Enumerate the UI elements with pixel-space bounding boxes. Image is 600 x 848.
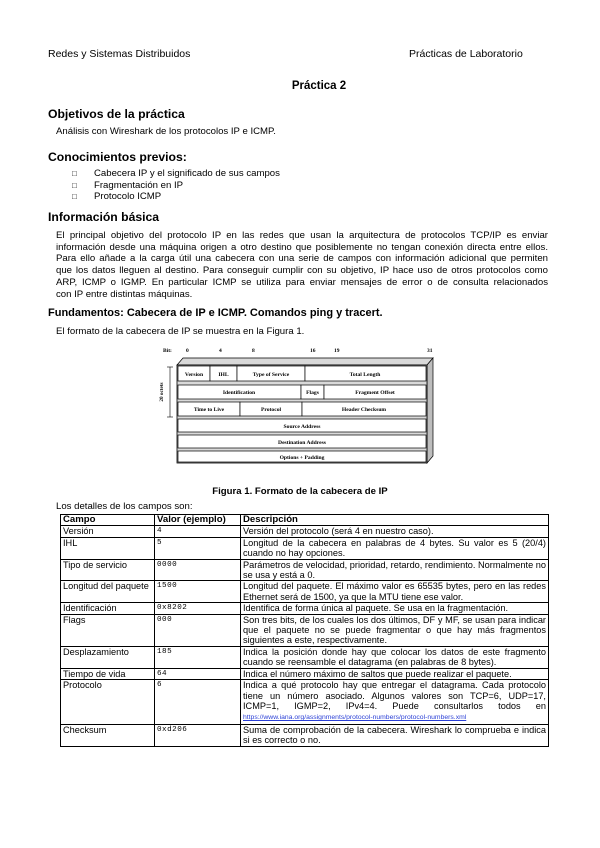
bit-tick-4: 4 (219, 348, 222, 354)
figure-side-face (427, 358, 433, 463)
running-header-left: Redes y Sistemas Distribuidos (48, 48, 191, 60)
field-header-checksum: Header Checksum (341, 407, 387, 413)
cell-valor: 000 (155, 614, 241, 646)
section-heading-fundamentos: Fundamentos: Cabecera de IP e ICMP. Comandos ping y tracert. (48, 307, 383, 319)
cell-campo: Checksum (61, 724, 155, 746)
page-title: Práctica 2 (291, 80, 347, 92)
table-row (61, 559, 549, 581)
section-heading-basica: Información básica (48, 210, 160, 224)
field-time-to-live: Time to Live (193, 407, 225, 413)
objetivos-text: Análisis con Wireshark de los protocolos IP e ICMP. (56, 126, 276, 137)
running-header-right: Prácticas de Laboratorio (409, 48, 523, 60)
cell-descripcion: Indica la posición donde hay que colocar los datos de este fragmento cuando se reensamble el datagrama (en palabras de 8 bytes). (241, 646, 549, 668)
field-destination-address: Destination Address (278, 440, 326, 446)
cell-valor: 0x8202 (155, 603, 241, 614)
iana-protocol-numbers-link[interactable]: https://www.iana.org/assignments/protocol-numbers/protocol-numbers.xml (243, 714, 467, 722)
list-item: □ Protocolo ICMP (72, 191, 162, 203)
section-heading-objetivos: Objetivos de la práctica (48, 107, 185, 121)
cell-campo: Protocolo (61, 680, 155, 725)
figure-top-face (177, 358, 433, 365)
cell-descripcion: Longitud de la cabecera en palabras de 4 bytes. Su valor es 5 (20/4) cuando no hay opciones. (241, 537, 549, 559)
table-row (61, 668, 549, 679)
cell-campo: Tiempo de vida (61, 668, 155, 679)
cell-valor: 6 (155, 680, 241, 725)
fundamentos-intro: El formato de la cabecera de IP se muestra en la Figura 1. (56, 326, 305, 337)
cell-descripcion (241, 680, 549, 725)
cell-descripcion: Indica el número máximo de saltos que puede realizar el paquete. (241, 668, 549, 679)
text-line: ARP, ICMP o IGMP. En particular ICMP se utiliza para enviar mensajes de error o de consulta relacionados (56, 276, 548, 288)
bullet-square-icon: □ (72, 169, 77, 178)
bit-tick-31: 31 (427, 348, 433, 354)
text-line: que los datos lleguen al destino. Para conseguir cumplir con su objetivo, IP hace uso de otros protocolos como (56, 265, 548, 277)
details-intro: Los detalles de los campos son: (56, 501, 193, 512)
section-heading-previos: Conocimientos previos: (48, 150, 187, 164)
bit-tick-0: 0 (186, 348, 189, 354)
cell-descripcion: Identifica de forma única al paquete. Se usa en la fragmentación. (241, 603, 549, 614)
field-ihl: IHL (218, 372, 229, 378)
bit-label: Bit: (163, 348, 172, 354)
basica-paragraph (56, 230, 548, 300)
table-row (61, 680, 549, 725)
protocolo-description: Indica a qué protocolo hay que entregar el datagrama. Cada protocolo tiene un número asociado. Algunos valores son TCP=6, UDP=17, ICMP=1, IGMP=2, IPv4=4. Puede consultarlos todos en (243, 680, 546, 711)
cell-valor: 0000 (155, 559, 241, 581)
column-header-descripcion: Descripción (241, 515, 549, 526)
cell-descripcion: Son tres bits, de los cuales los dos últimos, DF y MF, se usan para indicar que el paquete no se puede fragmentar o que hay más fragmentos siguientes a este, respectivamente. (241, 614, 549, 646)
cell-campo: IHL (61, 537, 155, 559)
cell-campo: Desplazamiento (61, 646, 155, 668)
bit-tick-8: 8 (252, 348, 255, 354)
column-header-valor: Valor (ejemplo) (155, 515, 241, 526)
field-version: Version (184, 372, 204, 378)
previos-list (64, 168, 280, 203)
table-row (61, 614, 549, 646)
list-item: □ Fragmentación en IP (72, 179, 184, 191)
field-flags: Flags (306, 390, 319, 396)
bit-tick-19: 19 (334, 348, 340, 354)
cell-campo: Flags (61, 614, 155, 646)
text-line: información desde una máquina origen a otro destino que posiblemente no tengan conexión directa entre ellos. (56, 241, 548, 253)
field-fragment-offset: Fragment Offset (355, 390, 395, 396)
table-row (61, 537, 549, 559)
cell-campo: Tipo de servicio (61, 559, 155, 581)
cell-campo: Longitud del paquete (61, 581, 155, 603)
fields-table (60, 514, 549, 747)
text-line: con IP entre distintas máquinas. (56, 288, 193, 300)
cell-valor: 185 (155, 646, 241, 668)
cell-valor: 5 (155, 537, 241, 559)
bit-tick-16: 16 (310, 348, 316, 354)
cell-valor: 1500 (155, 581, 241, 603)
cell-valor: 4 (155, 526, 241, 537)
field-identification: Identification (222, 390, 256, 396)
field-protocol: Protocol (260, 407, 282, 413)
cell-descripcion: Suma de comprobación de la cabecera. Wireshark lo comprueba e indica si es correcto o no. (241, 724, 549, 746)
table-row (61, 646, 549, 668)
text-line: Para ello añade a la carga útil una cabecera con una serie de campos con información adicional que permiten (56, 253, 548, 265)
table-row (61, 603, 549, 614)
list-item: □ Cabecera IP y el significado de sus campos (72, 168, 280, 179)
column-header-campo: Campo (61, 515, 155, 526)
field-type-of-service: Type of Service (252, 372, 290, 378)
cell-descripcion: Longitud del paquete. El máximo valor es 65535 bytes, pero en las redes Ethernet será de 1500, ya que la MTU tiene ese valor. (241, 581, 549, 603)
bullet-square-icon: □ (72, 180, 77, 190)
field-total-length: Total Length (349, 372, 381, 378)
octets-label: 20 octets (159, 382, 165, 402)
table-row (61, 526, 549, 537)
bullet-square-icon: □ (72, 192, 77, 202)
cell-valor: 0xd206 (155, 724, 241, 746)
cell-descripcion: Versión del protocolo (será 4 en nuestro caso). (241, 526, 549, 537)
field-source-address: Source Address (283, 424, 321, 430)
cell-descripcion: Parámetros de velocidad, prioridad, retardo, rendimiento. Normalmente no se usa y está a 0. (241, 559, 549, 581)
cell-campo: Identificación (61, 603, 155, 614)
cell-valor: 64 (155, 668, 241, 679)
ip-header-figure (150, 343, 450, 483)
field-options-padding: Options + Padding (279, 455, 325, 461)
cell-campo: Versión (61, 526, 155, 537)
table-row (61, 724, 549, 746)
figure-caption: Figura 1. Formato de la cabecera de IP (212, 486, 388, 497)
text-line: El principal objetivo del protocolo IP en las redes que usan la arquitectura de protocolos TCP/IP es enviar (56, 230, 548, 241)
table-header-row (61, 515, 549, 526)
table-row (61, 581, 549, 603)
